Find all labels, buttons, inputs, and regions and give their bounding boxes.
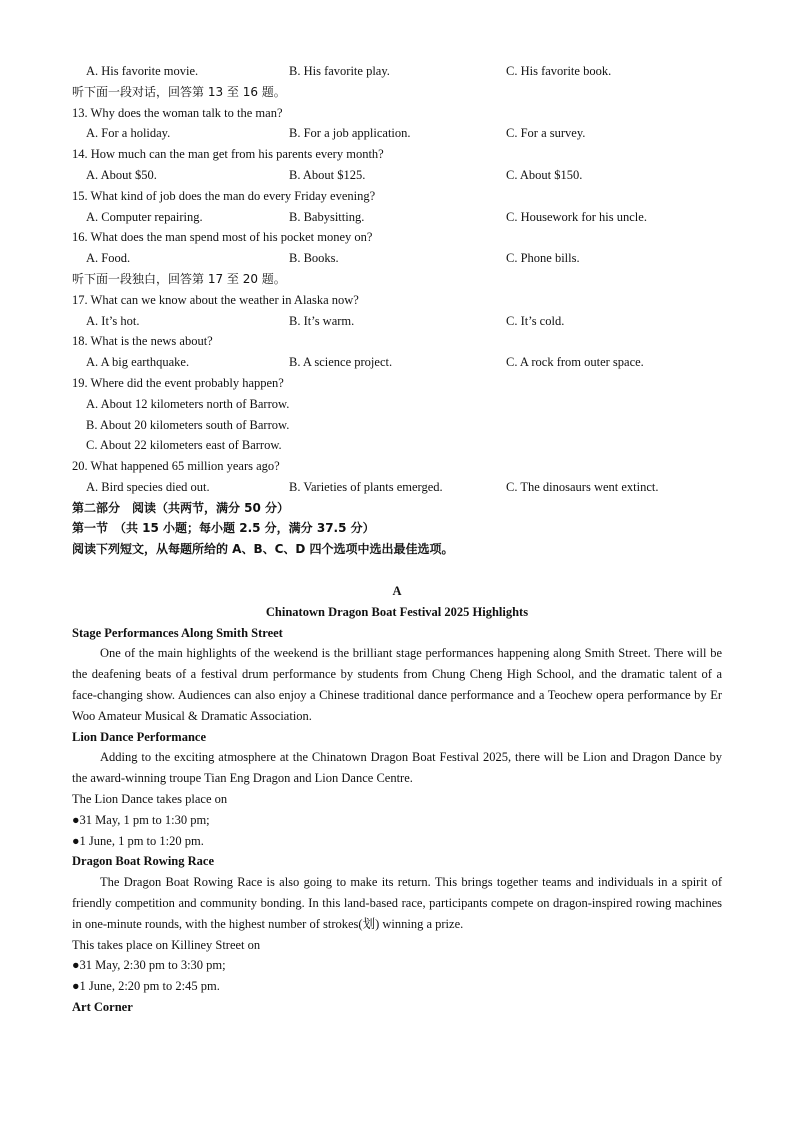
q18-option-c: C. A rock from outer space. bbox=[506, 355, 644, 369]
q20-option-a: A. Bird species died out. bbox=[86, 480, 210, 494]
q16-stem: 16. What does the man spend most of his pocket money on? bbox=[72, 230, 373, 244]
lion-schedule-item: ●1 June, 1 pm to 1:20 pm. bbox=[72, 834, 204, 848]
q12-option-c: C. His favorite book. bbox=[506, 64, 612, 78]
q17-stem: 17. What can we know about the weather in Alaska now? bbox=[72, 293, 359, 307]
section-heading-art: Art Corner bbox=[72, 1000, 133, 1014]
q16-option-b: B. Books. bbox=[289, 251, 339, 265]
q14-option-c: C. About $150. bbox=[506, 168, 583, 182]
q16-option-a: A. Food. bbox=[86, 251, 131, 265]
q13-option-a: A. For a holiday. bbox=[86, 126, 171, 140]
instruction-13-16: 听下面一段对话，回答第 13 至 16 题。 bbox=[72, 85, 286, 99]
paragraph-stage bbox=[72, 643, 722, 727]
q14-option-a: A. About $50. bbox=[86, 168, 157, 182]
q13-option-c: C. For a survey. bbox=[506, 126, 586, 140]
paragraph-lion bbox=[72, 747, 722, 789]
race-schedule-intro: This takes place on Killiney Street on bbox=[72, 938, 261, 952]
q19-option-c: C. About 22 kilometers east of Barrow. bbox=[86, 438, 282, 452]
q13-stem: 13. Why does the woman talk to the man? bbox=[72, 106, 283, 120]
q12-option-b: B. His favorite play. bbox=[289, 64, 390, 78]
paragraph-race bbox=[72, 872, 722, 935]
q20-stem: 20. What happened 65 million years ago? bbox=[72, 459, 280, 473]
q19-option-a: A. About 12 kilometers north of Barrow. bbox=[86, 397, 290, 411]
lion-schedule-intro: The Lion Dance takes place on bbox=[72, 792, 228, 806]
q18-option-a: A. A big earthquake. bbox=[86, 355, 190, 369]
reading-instruction: 阅读下列短文，从每题所给的 A、B、C、D 四个选项中选出最佳选项。 bbox=[72, 542, 454, 556]
q14-option-b: B. About $125. bbox=[289, 168, 366, 182]
paragraph-lion-text: Adding to the exciting atmosphere at the Chinatown Dragon Boat Festival 2025, there will be Lion and Dragon Dance by the award-winning troupe Tian Eng Dragon and Lion Dance Centre. bbox=[72, 750, 722, 785]
q13-option-b: B. For a job application. bbox=[289, 126, 411, 140]
race-schedule-item: ●31 May, 2:30 pm to 3:30 pm; bbox=[72, 958, 226, 972]
q17-option-a: A. It’s hot. bbox=[86, 314, 140, 328]
q18-option-b: B. A science project. bbox=[289, 355, 393, 369]
paragraph-race-text: The Dragon Boat Rowing Race is also going to make its return. This brings together teams and individuals in a spirit of friendly competition and community bonding. In this land-based race, participants compete on dragon-inspired rowing machines in one-minute rounds, with the highest number of strokes(划) winning a prize. bbox=[72, 875, 722, 931]
section-heading-race: Dragon Boat Rowing Race bbox=[72, 854, 215, 868]
q17-option-c: C. It’s cold. bbox=[506, 314, 565, 328]
q19-option-b: B. About 20 kilometers south of Barrow. bbox=[86, 418, 290, 432]
paragraph-stage-text: One of the main highlights of the weekend is the brilliant stage performances happening along Smith Street. There will be the deafening beats of a festival drum performance by students from Chung Cheng High School, and the dramatic talent of a face-changing show. Audiences can also enjoy a Chinese traditional dance performance and a Teochew opera performance by Er Woo Amateur Musical & Dramatic Association. bbox=[72, 646, 722, 723]
part2-heading: 第二部分 阅读（共两节，满分 50 分） bbox=[72, 501, 290, 515]
q14-stem: 14. How much can the man get from his parents every month? bbox=[72, 147, 384, 161]
section-heading-stage: Stage Performances Along Smith Street bbox=[72, 626, 283, 640]
section1-heading: 第一节 （共 15 小题；每小题 2.5 分，满分 37.5 分） bbox=[72, 521, 375, 535]
q20-option-c: C. The dinosaurs went extinct. bbox=[506, 480, 659, 494]
q19-stem: 19. Where did the event probably happen? bbox=[72, 376, 284, 390]
race-schedule-item: ●1 June, 2:20 pm to 2:45 pm. bbox=[72, 979, 220, 993]
q15-option-c: C. Housework for his uncle. bbox=[506, 210, 647, 224]
lion-schedule-item: ●31 May, 1 pm to 1:30 pm; bbox=[72, 813, 210, 827]
instruction-17-20: 听下面一段独白，回答第 17 至 20 题。 bbox=[72, 272, 286, 286]
q17-option-b: B. It’s warm. bbox=[289, 314, 355, 328]
q20-option-b: B. Varieties of plants emerged. bbox=[289, 480, 443, 494]
section-heading-lion: Lion Dance Performance bbox=[72, 730, 206, 744]
q15-option-a: A. Computer repairing. bbox=[86, 210, 203, 224]
passage-letter: A bbox=[392, 584, 402, 598]
q12-option-a: A. His favorite movie. bbox=[86, 64, 199, 78]
q18-stem: 18. What is the news about? bbox=[72, 334, 213, 348]
q15-stem: 15. What kind of job does the man do every Friday evening? bbox=[72, 189, 376, 203]
q16-option-c: C. Phone bills. bbox=[506, 251, 580, 265]
passage-title: Chinatown Dragon Boat Festival 2025 Highlights bbox=[265, 605, 529, 619]
q15-option-b: B. Babysitting. bbox=[289, 210, 365, 224]
